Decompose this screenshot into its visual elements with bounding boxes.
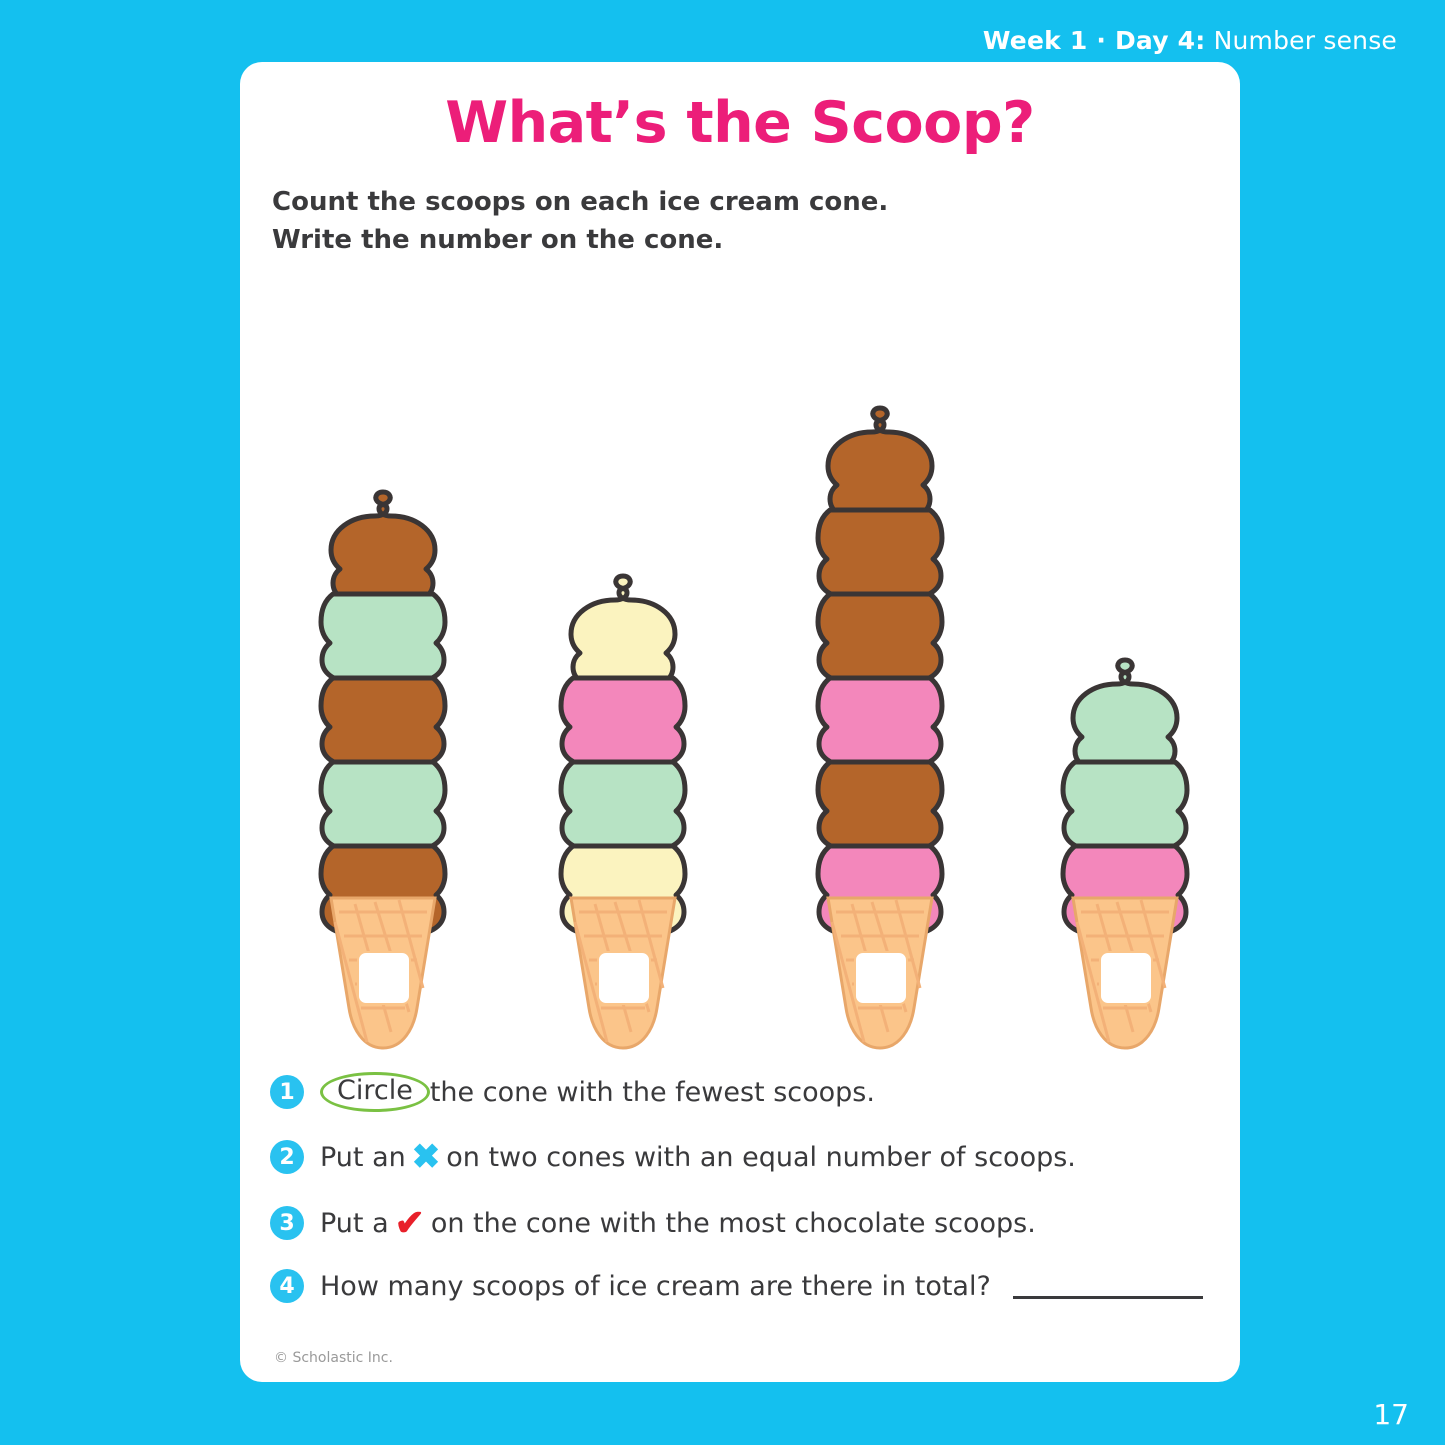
ice-cream-cone-3[interactable]	[785, 404, 975, 1057]
waffle-cone	[1055, 892, 1195, 1057]
question-number: 3	[270, 1206, 304, 1240]
waffle-cone	[810, 892, 950, 1057]
page-title: What’s the Scoop?	[445, 90, 1035, 156]
instructions	[272, 184, 888, 259]
header-week: Week 1	[982, 26, 1088, 55]
waffle-cone	[553, 892, 693, 1057]
ice-cream-cone-4[interactable]	[1030, 656, 1220, 1057]
header-label	[983, 26, 1397, 55]
question-2	[270, 1137, 1210, 1177]
instruction-line-1: Count the scoops on each ice cream cone.	[272, 187, 889, 217]
question-3	[270, 1202, 1210, 1244]
question-1	[270, 1072, 1210, 1112]
header-topic: Number sense	[1205, 26, 1397, 55]
ice-cream-cone-2[interactable]	[528, 572, 718, 1057]
cone-2-scoops	[543, 572, 703, 908]
circled-word[interactable]: Circle	[320, 1072, 430, 1112]
question-number: 4	[270, 1269, 304, 1303]
check-mark-icon: ✔	[394, 1202, 425, 1244]
question-text-pre: Put a	[320, 1207, 389, 1239]
question-text-pre: Put an	[320, 1141, 406, 1173]
ice-cream-cones-group	[240, 257, 1240, 1057]
cone-3-scoops	[800, 404, 960, 908]
x-mark-icon: ✖	[411, 1138, 441, 1177]
question-number: 1	[270, 1075, 304, 1109]
question-4	[270, 1269, 1210, 1303]
page-number: 17	[1373, 1398, 1409, 1431]
question-number: 2	[270, 1140, 304, 1174]
question-text: How many scoops of ice cream are there in total?	[320, 1270, 991, 1302]
ice-cream-cone-1[interactable]	[288, 488, 478, 1057]
copyright-notice: © Scholastic Inc.	[274, 1350, 393, 1366]
question-text-post: on the cone with the most chocolate scoops.	[430, 1207, 1036, 1239]
worksheet-sheet	[240, 62, 1240, 1382]
answer-blank-line[interactable]	[1013, 1274, 1203, 1299]
question-text: the cone with the fewest scoops.	[429, 1076, 875, 1108]
cone-1-scoops	[303, 488, 463, 908]
cone-4-scoops	[1045, 656, 1205, 908]
questions-list	[270, 1072, 1210, 1328]
header-day: Day 4:	[1114, 26, 1206, 55]
question-text-post: on two cones with an equal number of scoops.	[446, 1141, 1076, 1173]
waffle-cone	[313, 892, 453, 1057]
instruction-line-2: Write the number on the cone.	[272, 224, 724, 255]
header-separator: ·	[1087, 26, 1115, 55]
